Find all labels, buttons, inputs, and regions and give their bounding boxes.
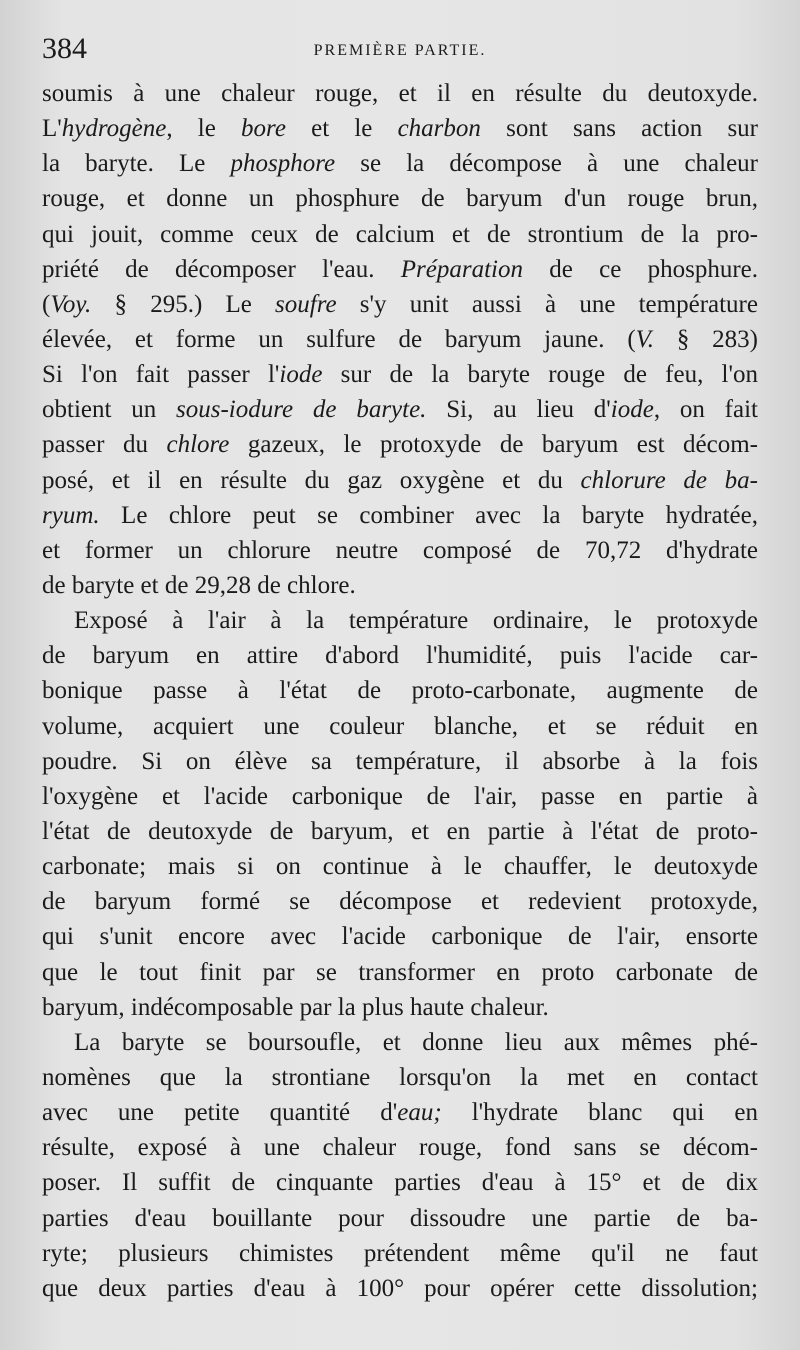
- italic-term: iode: [279, 361, 323, 389]
- text-run: posé, et il en résulte du gaz oxygène et du: [42, 466, 581, 494]
- text-run: sont sans action sur: [480, 115, 758, 143]
- text-run: priété de décomposer l'eau.: [42, 255, 401, 283]
- text-run: nomènes que la strontiane lorsqu'on la met en contact: [42, 1063, 758, 1091]
- text-run: bonique passe à l'état de proto-carbonate, augmente de: [42, 677, 758, 705]
- text-run: de baryum en attire d'abord l'humidité, puis l'acide car-: [42, 642, 758, 670]
- text-run: , le: [166, 115, 242, 143]
- text-line: [42, 217, 758, 252]
- text-run: § 283): [653, 325, 758, 353]
- italic-term: chlore: [166, 431, 230, 459]
- text-line: [42, 955, 758, 990]
- text-line: [42, 252, 758, 287]
- italic-term: phosphore: [230, 150, 336, 178]
- text-run: de ce phosphure.: [523, 255, 758, 283]
- text-line: [42, 603, 758, 638]
- text-run: Le chlore peut se combiner avec la baryte hydratée,: [99, 501, 758, 529]
- text-run: de baryum formé se décompose et redevient protoxyde,: [42, 888, 758, 916]
- text-run: , on fait: [653, 396, 758, 424]
- text-run: Exposé à l'air à la température ordinaire, le protoxyde: [74, 607, 758, 635]
- text-line: [42, 463, 758, 498]
- text-run: sur de la baryte rouge de feu, l'on: [322, 361, 759, 389]
- text-line: [42, 1165, 758, 1200]
- text-line: [42, 392, 758, 427]
- text-run: Si, au lieu d': [426, 396, 611, 424]
- body-text: [42, 76, 758, 1306]
- text-run: poudre. Si on élève sa température, il absorbe à la fois: [42, 747, 758, 775]
- text-run: la baryte. Le: [42, 150, 231, 178]
- running-title: PREMIÈRE PARTIE.: [313, 42, 487, 59]
- italic-term: bore: [241, 115, 286, 143]
- italic-term: ryum.: [42, 501, 100, 529]
- text-line: [42, 146, 758, 181]
- text-run: Si l'on fait passer l': [42, 361, 280, 389]
- text-line: [42, 709, 758, 744]
- text-run: l'état de deutoxyde de baryum, et en partie à l'état de proto-: [42, 817, 758, 845]
- text-run: s'y unit aussi à une température: [336, 290, 758, 318]
- text-line: [42, 814, 758, 849]
- text-run: gazeux, le protoxyde de baryum est décom-: [229, 431, 758, 459]
- text-line: [42, 744, 758, 779]
- italic-term: charbon: [397, 115, 481, 143]
- text-run: § 295.) Le: [91, 290, 276, 318]
- text-line: [42, 533, 758, 568]
- italic-term: iode: [610, 396, 654, 424]
- text-run: qui jouit, comme ceux de calcium et de strontium de la pro-: [42, 220, 758, 248]
- text-run: passer du: [42, 431, 167, 459]
- text-run: qui s'unit encore avec l'acide carbonique de l'air, ensorte: [42, 923, 758, 951]
- text-run: L': [42, 115, 62, 143]
- italic-term: sous-iodure de baryte.: [176, 396, 427, 424]
- text-line: [42, 673, 758, 708]
- text-run: l'hydrate blanc qui en: [441, 1099, 758, 1127]
- italic-term: V.: [635, 325, 654, 353]
- italic-term: soufre: [275, 290, 337, 318]
- text-line: [42, 76, 758, 111]
- text-line: [42, 427, 758, 462]
- text-run: que deux parties d'eau à 100° pour opérer cette dissolution;: [42, 1274, 758, 1302]
- text-line: [42, 181, 758, 216]
- text-run: parties d'eau bouillante pour dissoudre une partie de ba-: [42, 1204, 758, 1232]
- text-line: [42, 1201, 758, 1236]
- text-run: et le: [285, 115, 398, 143]
- italic-term: eau;: [397, 1099, 442, 1127]
- text-run: que le tout finit par se transformer en proto carbonate de: [42, 958, 758, 986]
- text-run: de baryte et de 29,28 de chlore.: [42, 571, 356, 599]
- text-run: baryum, indécomposable par la plus haute chaleur.: [42, 993, 549, 1021]
- text-line: [42, 357, 758, 392]
- italic-term: Voy.: [50, 290, 92, 318]
- text-run: et former un chlorure neutre composé de 70,72 d'hydrate: [42, 536, 758, 564]
- text-run: ryte; plusieurs chimistes prétendent même qu'il ne faut: [42, 1239, 758, 1267]
- page-number: 384: [42, 32, 87, 65]
- text-line: [42, 1060, 758, 1095]
- text-line: [42, 1025, 758, 1060]
- text-line: [42, 498, 758, 533]
- text-line: [42, 568, 758, 603]
- text-line: [42, 1236, 758, 1271]
- text-run: avec une petite quantité d': [42, 1099, 398, 1127]
- text-run: La baryte se boursoufle, et donne lieu aux mêmes phé-: [74, 1028, 758, 1056]
- text-line: [42, 1095, 758, 1130]
- page-header: [42, 32, 758, 72]
- italic-term: chlorure de ba-: [580, 466, 759, 494]
- text-line: [42, 990, 758, 1025]
- text-line: [42, 287, 758, 322]
- text-run: carbonate; mais si on continue à le chauffer, le deutoxyde: [42, 853, 758, 881]
- text-line: [42, 1271, 758, 1306]
- text-run: élevée, et forme un sulfure de baryum jaune. (: [42, 325, 636, 353]
- text-run: l'oxygène et l'acide carbonique de l'air, passe en partie à: [42, 782, 758, 810]
- text-run: soumis à une chaleur rouge, et il en résulte du deutoxyde.: [42, 80, 758, 107]
- text-run: se la décompose à une chaleur: [335, 150, 758, 178]
- text-line: [42, 638, 758, 673]
- text-run: rouge, et donne un phosphure de baryum d'un rouge brun,: [42, 185, 758, 213]
- text-line: [42, 884, 758, 919]
- text-run: obtient un: [42, 396, 177, 424]
- italic-term: hydrogène: [61, 115, 167, 143]
- text-run: volume, acquiert une couleur blanche, et se réduit en: [42, 712, 758, 740]
- text-line: [42, 849, 758, 884]
- text-line: [42, 322, 758, 357]
- italic-term: Préparation: [400, 255, 523, 283]
- text-run: (: [42, 290, 51, 318]
- text-line: [42, 1130, 758, 1165]
- text-run: poser. Il suffit de cinquante parties d'eau à 15° et de dix: [42, 1169, 758, 1197]
- text-line: [42, 919, 758, 954]
- text-run: résulte, exposé à une chaleur rouge, fond sans se décom-: [42, 1134, 758, 1162]
- text-line: [42, 111, 758, 146]
- text-line: [42, 779, 758, 814]
